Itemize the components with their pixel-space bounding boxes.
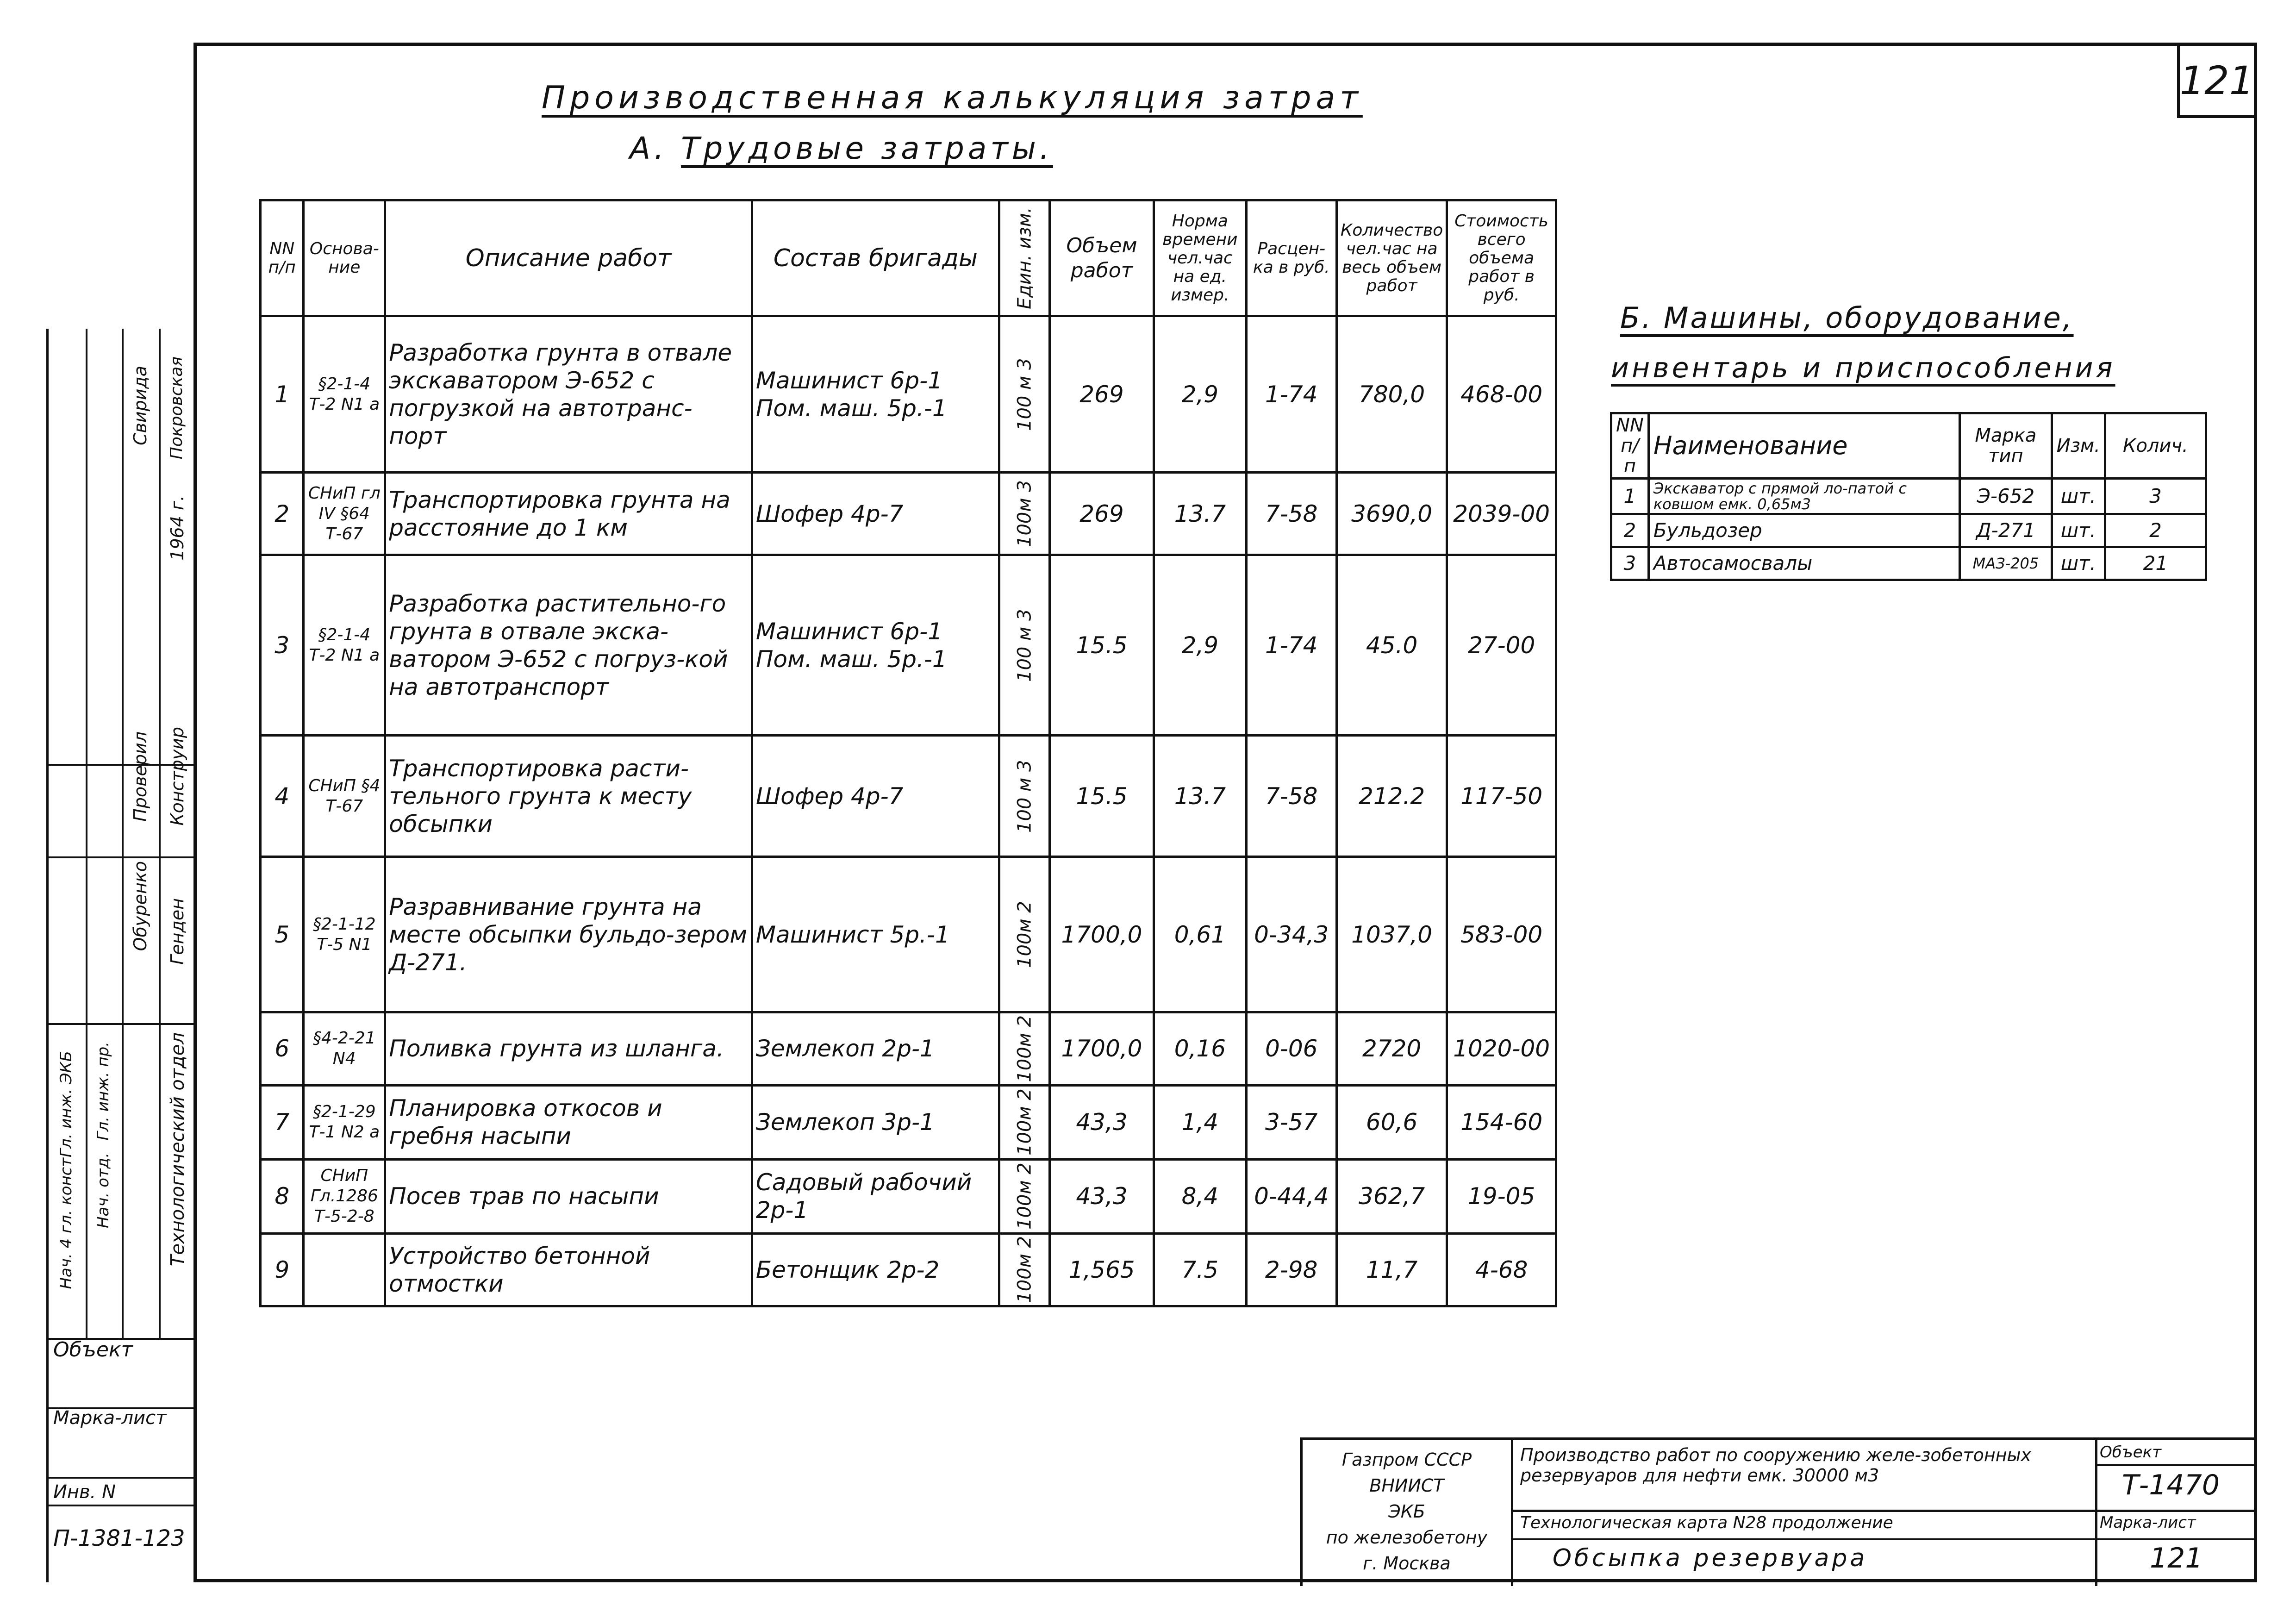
row-description: Разравнивание грунта на месте обсыпки бульдо-зером Д-271. [385,857,752,1012]
stamp-operation: Обсыпка резервуара [1553,1544,1868,1572]
row-hours: 3690,0 [1336,473,1447,555]
row-crew: Бетонщик 2р-2 [752,1233,999,1306]
row-description: Транспортировка расти-тельного грунта к месту обсыпки [385,736,752,857]
machine-mark: Д-271 [1960,514,2052,547]
row-crew: Машинист 6р-1 Пом. маш. 5р.-1 [752,555,999,736]
table-row [261,736,1556,857]
row-hours: 2720 [1336,1012,1447,1086]
row-unit: 100м 2 [999,857,1050,1012]
row-hours: 45.0 [1336,555,1447,736]
row-crew: Шофер 4р-7 [752,736,999,857]
year-label: 1964 г. [167,495,187,561]
row-rate: 7-58 [1246,473,1336,555]
stamp-org [1307,1447,1506,1576]
row-rate: 1-74 [1246,555,1336,736]
row-norm: 2,9 [1154,555,1247,736]
table-row [1611,547,2206,580]
row-cost: 154-60 [1447,1085,1556,1159]
table-row [261,316,1556,473]
names-column [122,329,161,1338]
machines-header-qty: Колич. [2105,413,2206,479]
name-constructor: Конструир [167,727,187,826]
stamp-map-label: Технологическая карта N28 продолжение [1520,1513,1893,1532]
name-genden: Генден [167,898,187,965]
divider [2095,1464,2257,1466]
row-hours: 60,6 [1336,1085,1447,1159]
row-num: 1 [261,316,304,473]
row-volume: 1,565 [1049,1233,1154,1306]
machine-qty: 2 [2105,514,2206,547]
row-norm: 1,4 [1154,1085,1247,1159]
row-volume: 269 [1049,316,1154,473]
row-cost: 583-00 [1447,857,1556,1012]
header-norm: Норма времени чел.час на ед. измер. [1154,200,1247,316]
machines-header-mark: Марка тип [1960,413,2052,479]
row-description: Разработка грунта в отвале экскаватором Э-652 с погрузкой на автотранс-порт [385,316,752,473]
roles-column-2 [86,329,124,1338]
machine-mark: МАЗ-205 [1960,547,2052,580]
names-column-2 [159,329,196,1338]
divider [1511,1510,2095,1512]
row-num: 9 [261,1233,304,1306]
machines-header-num: NN п/п [1611,413,1649,479]
row-crew: Машинист 6р-1 Пом. маш. 5р.-1 [752,316,999,473]
machine-num: 2 [1611,514,1649,547]
row-description: Транспортировка грунта на расстояние до 1 км [385,473,752,555]
row-hours: 212.2 [1336,736,1447,857]
stamp-mark-label: Марка-лист [2100,1513,2196,1532]
machine-qty: 21 [2105,547,2206,580]
row-norm: 13.7 [1154,473,1247,555]
table-row [261,1159,1556,1233]
row-hours: 362,7 [1336,1159,1447,1233]
machine-unit: шт. [2052,479,2105,514]
org-line: Газпром СССР [1341,1449,1472,1470]
row-volume: 43,3 [1049,1159,1154,1233]
row-rate: 0-06 [1246,1012,1336,1086]
divider [49,1477,196,1479]
row-basis: §2-1-29 Т-1 N2 а [304,1085,385,1159]
role-3: Нач. отд. [94,1153,112,1229]
row-unit: 100 м 3 [999,736,1050,857]
machines-title-line1: Б. Машины, оборудование, [1620,301,2074,335]
org-line: ЭКБ [1388,1501,1425,1522]
row-crew: Шофер 4р-7 [752,473,999,555]
row-unit: 100м 2 [999,1012,1050,1086]
inv-label: Инв. N [53,1481,116,1503]
row-basis: §2-1-12 Т-5 N1 [304,857,385,1012]
row-basis: СНиП §4 Т-67 [304,736,385,857]
row-description: Устройство бетонной отмостки [385,1233,752,1306]
row-rate: 7-58 [1246,736,1336,857]
subtitle-letter: А. [630,131,668,166]
stamp-mark-value: 121 [2150,1542,2203,1574]
machine-num: 3 [1611,547,1649,580]
org-line: ВНИИСТ [1369,1475,1444,1496]
role-1: Нач. 4 гл. конст. [57,1153,75,1289]
divider [2095,1510,2257,1512]
row-volume: 1700,0 [1049,1012,1154,1086]
table-row [1611,479,2206,514]
row-cost: 19-05 [1447,1159,1556,1233]
row-num: 8 [261,1159,304,1233]
row-cost: 4-68 [1447,1233,1556,1306]
machine-name: Бульдозер [1648,514,1959,547]
divider [2095,1538,2257,1540]
row-norm: 13.7 [1154,736,1247,857]
row-unit: 100м 3 [999,473,1050,555]
row-norm: 0,61 [1154,857,1247,1012]
name-pokrovskaya: Покровская [167,356,186,460]
table-row [261,555,1556,736]
row-volume: 1700,0 [1049,857,1154,1012]
header-rate: Расцен-ка в руб. [1246,200,1336,316]
row-num: 2 [261,473,304,555]
inv-number: П-1381-123 [53,1525,185,1551]
row-unit: 100м 2 [999,1233,1050,1306]
row-rate: 2-98 [1246,1233,1336,1306]
org-line: по железобетону [1326,1527,1488,1548]
row-unit: 100 м 3 [999,555,1050,736]
table-row [261,1085,1556,1159]
header-description: Описание работ [385,200,752,316]
table-row [261,1012,1556,1086]
row-hours: 11,7 [1336,1233,1447,1306]
row-crew: Машинист 5р.-1 [752,857,999,1012]
table-row [261,857,1556,1012]
stamp-work-title: Производство работ по сооружению желе-зобетонных резервуаров для нефти емк. 30000 м3 [1520,1445,2032,1486]
row-num: 6 [261,1012,304,1086]
row-crew: Садовый рабочий 2р-1 [752,1159,999,1233]
stamp-object-label: Объект [2100,1443,2162,1462]
row-volume: 269 [1049,473,1154,555]
row-norm: 7.5 [1154,1233,1247,1306]
table-row [1611,514,2206,547]
machines-header-name: Наименование [1648,413,1959,479]
row-rate: 3-57 [1246,1085,1336,1159]
row-norm: 8,4 [1154,1159,1247,1233]
row-volume: 15.5 [1049,555,1154,736]
row-hours: 1037,0 [1336,857,1447,1012]
dept-label: Технологический отдел [167,1032,188,1267]
header-num: NN п/п [261,200,304,316]
row-cost: 1020-00 [1447,1012,1556,1086]
labor-table [259,199,1557,1307]
row-basis: §4-2-21 N4 [304,1012,385,1086]
page-subtitle [630,131,1053,166]
row-hours: 780,0 [1336,316,1447,473]
role-4: Гл. инж. пр. [94,1042,112,1141]
machine-qty: 3 [2105,479,2206,514]
side-signature-block [46,329,196,1582]
row-rate: 1-74 [1246,316,1336,473]
subtitle-text: Трудовые затраты. [681,131,1053,166]
row-rate: 0-34,3 [1246,857,1336,1012]
row-cost: 468-00 [1447,316,1556,473]
page-title: Производственная калькуляция затрат [542,80,1363,116]
row-basis: §2-1-4 Т-2 N1 а [304,316,385,473]
row-description: Разработка растительно-го грунта в отвале экска-ватором Э-652 с погруз-кой на автотранспорт [385,555,752,736]
header-total-hours: Количество чел.час на весь объем работ [1336,200,1447,316]
row-description: Поливка грунта из шланга. [385,1012,752,1086]
object-label: Объект [53,1338,133,1362]
row-unit: 100м 2 [999,1085,1050,1159]
machine-unit: шт. [2052,547,2105,580]
header-crew: Состав бригады [752,200,999,316]
row-crew: Землекоп 2р-1 [752,1012,999,1086]
row-num: 3 [261,555,304,736]
header-cost: Стоимость всего объема работ в руб. [1447,200,1556,316]
name-sviridа: Свирида [130,366,150,446]
row-num: 7 [261,1085,304,1159]
row-norm: 0,16 [1154,1012,1247,1086]
divider [49,1505,196,1506]
title-block-stamp [1300,1437,2257,1586]
header-unit: Един. изм. [999,200,1050,316]
table-row [261,1233,1556,1306]
table-row [261,473,1556,555]
row-volume: 15.5 [1049,736,1154,857]
name-checked: Проверил [130,731,150,822]
row-description: Планировка откосов и гребня насыпи [385,1085,752,1159]
machines-table [1610,412,2207,581]
row-basis [304,1233,385,1306]
row-description: Посев трав по насыпи [385,1159,752,1233]
machines-header-unit: Изм. [2052,413,2105,479]
machine-mark: Э-652 [1960,479,2052,514]
divider [1511,1538,2095,1540]
machines-title-line2: инвентарь и приспособления [1611,352,2115,384]
divider [49,764,196,766]
row-volume: 43,3 [1049,1085,1154,1159]
stamp-object-value: Т-1470 [2122,1469,2220,1501]
divider [49,856,196,858]
role-2: Гл. инж. ЭКБ [57,1051,75,1158]
row-cost: 2039-00 [1447,473,1556,555]
org-line: г. Москва [1363,1553,1451,1574]
labor-table-header [261,200,1556,316]
row-num: 5 [261,857,304,1012]
row-rate: 0-44,4 [1246,1159,1336,1233]
mark-sheet-label: Марка-лист [53,1407,167,1429]
row-cost: 27-00 [1447,555,1556,736]
row-unit: 100м 2 [999,1159,1050,1233]
name-obrenko: Обуренко [130,861,150,951]
header-basis: Основа-ние [304,200,385,316]
row-crew: Землекоп 3р-1 [752,1085,999,1159]
row-basis: СНиП Гл.1286 Т-5-2-8 [304,1159,385,1233]
row-unit: 100 м 3 [999,316,1050,473]
machine-num: 1 [1611,479,1649,514]
machine-name: Экскаватор с прямой ло-патой с ковшом емк. 0,65м3 [1648,479,1959,514]
machines-table-header [1611,413,2206,479]
signature-columns [49,329,196,1338]
row-norm: 2,9 [1154,316,1247,473]
row-num: 4 [261,736,304,857]
sheet-number: 121 [2177,46,2254,118]
machine-name: Автосамосвалы [1648,547,1959,580]
header-volume: Объем работ [1049,200,1154,316]
row-basis: §2-1-4 Т-2 N1 а [304,555,385,736]
divider [49,1023,196,1025]
machine-unit: шт. [2052,514,2105,547]
row-basis: СНиП гл IV §64 Т-67 [304,473,385,555]
row-cost: 117-50 [1447,736,1556,857]
roles-column [49,329,87,1338]
